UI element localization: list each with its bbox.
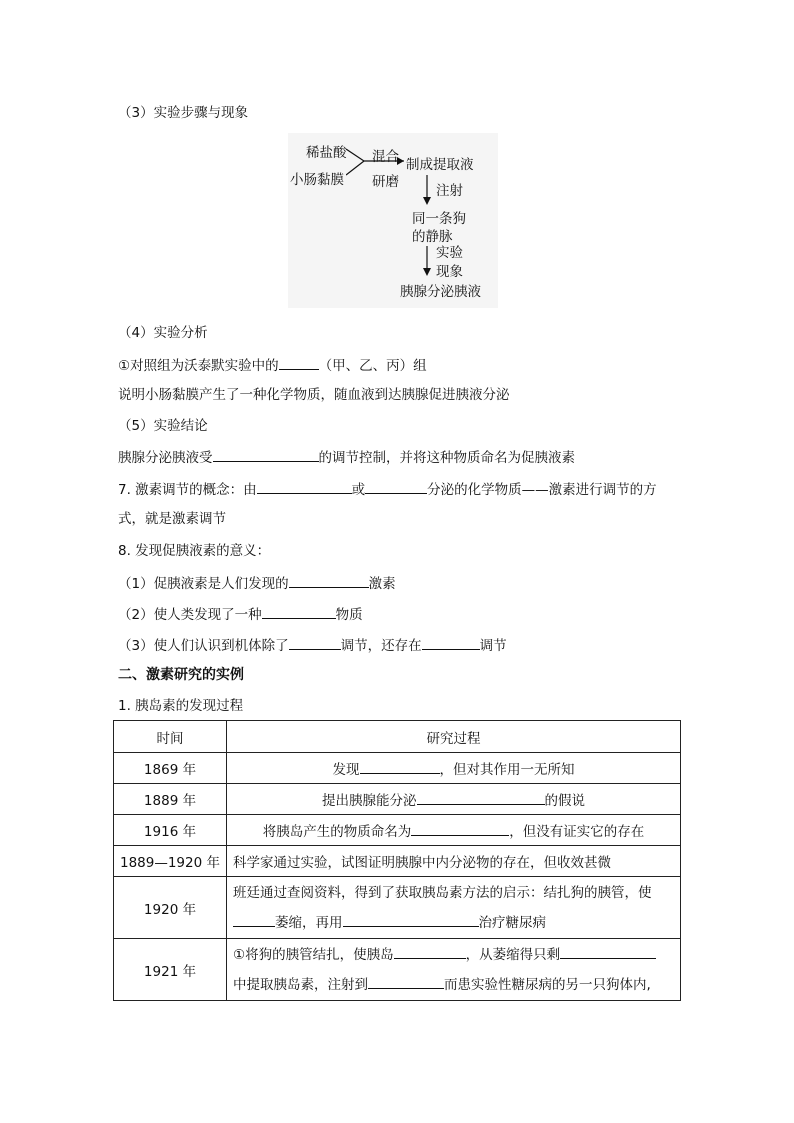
item8-a-suffix: 激素 xyxy=(368,576,396,592)
row-process: 提出胰腺能分泌 的假说 xyxy=(227,784,681,815)
row-process: 科学家通过实验，试图证明胰腺中内分泌物的存在，但收效甚微 xyxy=(227,846,681,877)
table-row xyxy=(114,846,681,877)
row-process: 班廷通过查阅资料，得到了获取胰岛素方法的启示：结扎狗的胰管，使 萎缩，再用 治疗糖尿病 xyxy=(227,877,681,939)
part2-sub1: 1. 胰岛素的发现过程 xyxy=(118,698,244,714)
part2-heading: 二、激素研究的实例 xyxy=(118,667,244,683)
table-row xyxy=(114,877,681,939)
significance-b xyxy=(118,604,363,624)
step-heading: （3）实验步骤与现象 xyxy=(118,105,249,121)
analysis-q1 xyxy=(118,355,427,375)
blank[interactable] xyxy=(279,355,319,370)
blank[interactable] xyxy=(289,635,341,650)
target-line1: 同一条狗 xyxy=(412,211,466,227)
conclusion-suffix: 的调节控制，并将这种物质命名为促胰液素 xyxy=(318,450,575,466)
item8-b-suffix: 物质 xyxy=(335,607,363,623)
item8-a-prefix: （1）促胰液素是人们发现的 xyxy=(118,576,289,592)
op-grind: 研磨 xyxy=(372,174,399,190)
step-observe-2: 现象 xyxy=(436,264,463,280)
table-row xyxy=(114,784,681,815)
extract-product: 制成提取液 xyxy=(406,157,474,173)
blank[interactable] xyxy=(394,944,466,959)
blank[interactable] xyxy=(417,790,545,805)
item7-suffix: 分泌的化学物质——激素进行调节的方 xyxy=(427,482,657,498)
blank[interactable] xyxy=(343,912,479,927)
row-process: 发现 ，但对其作用一无所知 xyxy=(227,753,681,784)
blank[interactable] xyxy=(411,821,509,836)
blank[interactable] xyxy=(262,604,336,619)
concept-line2: 式，就是激素调节 xyxy=(118,511,226,527)
row-year: 1889—1920 年 xyxy=(114,846,227,877)
conclusion-text xyxy=(118,447,575,467)
row-process: 将胰岛产生的物质命名为 ，但没有证实它的存在 xyxy=(227,815,681,846)
blank[interactable] xyxy=(213,447,319,462)
blank[interactable] xyxy=(560,944,656,959)
blank[interactable] xyxy=(365,479,427,494)
header-time: 时间 xyxy=(114,721,227,753)
item7-prefix: 7. 激素调节的概念：由 xyxy=(118,482,257,498)
table-row xyxy=(114,753,681,784)
q1-prefix: ①对照组为沃泰默实验中的 xyxy=(118,358,279,374)
blank[interactable] xyxy=(233,912,275,927)
row-year: 1916 年 xyxy=(114,815,227,846)
blank[interactable] xyxy=(368,974,444,989)
result-secretion: 胰腺分泌胰液 xyxy=(400,284,481,300)
insulin-history-table xyxy=(113,720,681,1001)
step-inject: 注射 xyxy=(436,183,463,199)
row-process: ①将狗的胰管结扎，使胰岛 ，从萎缩得只剩 中提取胰岛素，注射到 而患实验性糖尿病的另一只狗体内, xyxy=(227,939,681,1001)
significance-c xyxy=(118,635,507,655)
table-header-row xyxy=(114,721,681,753)
analysis-explanation: 说明小肠黏膜产生了一种化学物质，随血液到达胰腺促进胰液分泌 xyxy=(118,387,510,403)
header-process: 研究过程 xyxy=(227,721,681,753)
hormone-regulation-concept xyxy=(118,479,657,499)
experiment-flow-diagram xyxy=(288,133,498,308)
blank[interactable] xyxy=(422,635,480,650)
op-mix: 混合 xyxy=(372,149,399,165)
item7-mid: 或 xyxy=(351,482,366,498)
table-row xyxy=(114,815,681,846)
significance-heading: 8. 发现促胰液素的意义： xyxy=(118,543,271,559)
table-row xyxy=(114,939,681,1001)
down-arrow-icon xyxy=(422,175,432,205)
down-arrow-icon xyxy=(422,246,432,276)
item8-b-prefix: （2）使人类发现了一种 xyxy=(118,607,262,623)
blank[interactable] xyxy=(257,479,352,494)
analysis-heading: （4）实验分析 xyxy=(118,325,208,341)
conclusion-heading: （5）实验结论 xyxy=(118,418,208,434)
row-year: 1869 年 xyxy=(114,753,227,784)
item8-c-mid: 调节，还存在 xyxy=(340,638,422,654)
target-line2: 的静脉 xyxy=(412,229,453,245)
conclusion-prefix: 胰腺分泌胰液受 xyxy=(118,450,213,466)
item8-c-suffix: 调节 xyxy=(479,638,507,654)
blank[interactable] xyxy=(360,759,440,774)
row-year: 1921 年 xyxy=(114,939,227,1001)
input-hcl: 稀盐酸 xyxy=(306,145,347,161)
input-mucosa: 小肠黏膜 xyxy=(290,172,344,188)
q1-suffix: （甲、乙、丙）组 xyxy=(318,358,427,374)
item8-c-prefix: （3）使人们认识到机体除了 xyxy=(118,638,289,654)
row-year: 1889 年 xyxy=(114,784,227,815)
significance-a xyxy=(118,573,396,593)
row-year: 1920 年 xyxy=(114,877,227,939)
blank[interactable] xyxy=(289,573,369,588)
step-observe-1: 实验 xyxy=(436,245,463,261)
